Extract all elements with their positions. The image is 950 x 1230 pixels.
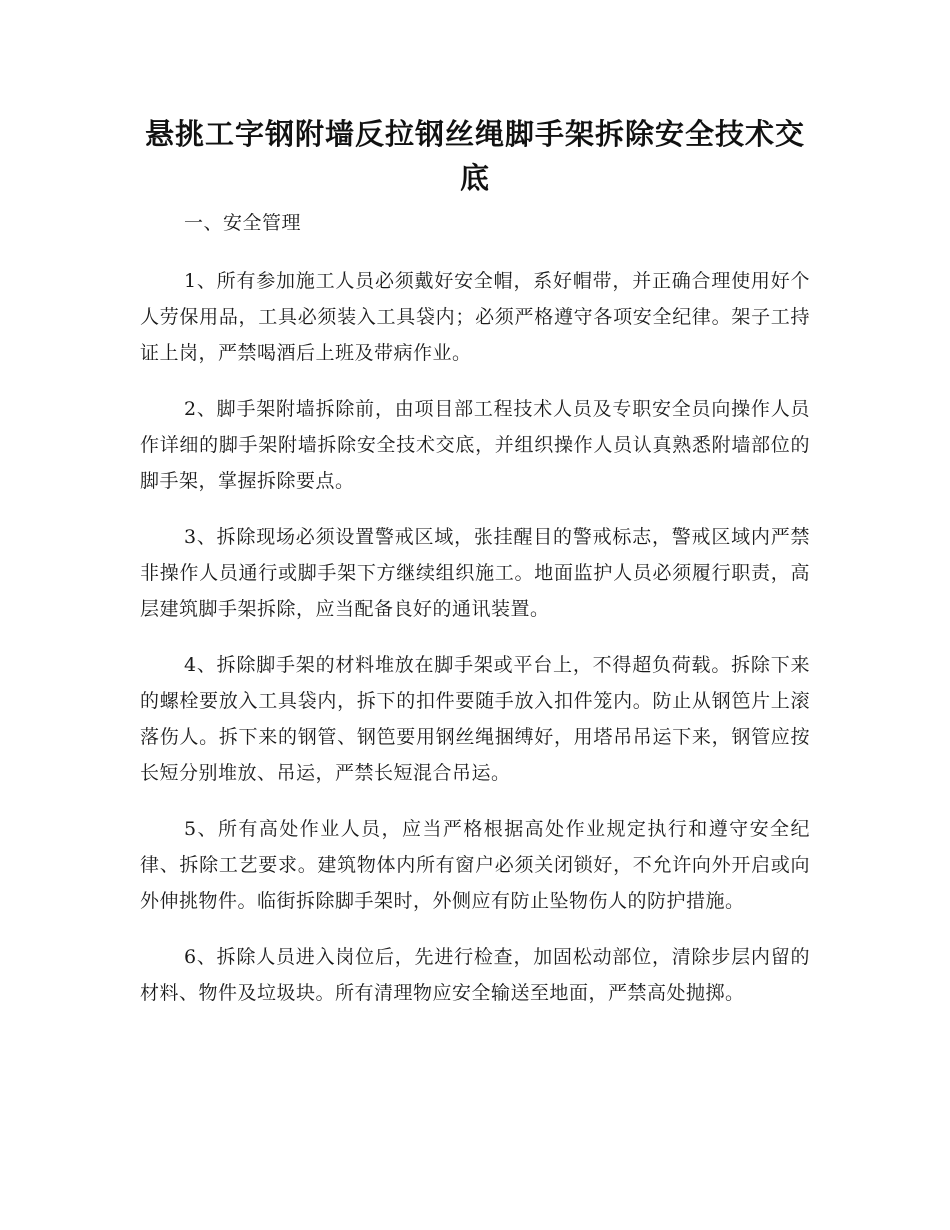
- document-title: 悬挑工字钢附墙反拉钢丝绳脚手架拆除安全技术交底: [144, 117, 805, 195]
- paragraph-4: 4、拆除脚手架的材料堆放在脚手架或平台上，不得超负荷载。拆除下来的螺栓要放入工具袋内，拆下的扣件要随手放入扣件笼内。防止从钢笆片上滚落伤人。拆下来的钢管、钢笆要用钢丝绳捆缚好，用塔吊吊运下来，钢管应按长短分别堆放、吊运，严禁长短混合吊运。: [140, 654, 810, 784]
- paragraph-5: 5、所有高处作业人员，应当严格根据高处作业规定执行和遵守安全纪律、拆除工艺要求。建筑物体内所有窗户必须关闭锁好，不允许向外开启或向外伸挑物件。临街拆除脚手架时，外侧应有防止坠物伤人的防护措施。: [140, 818, 810, 912]
- section-heading: 一、安全管理: [184, 212, 302, 234]
- paragraph-6: 6、拆除人员进入岗位后，先进行检查，加固松动部位，清除步层内留的材料、物件及垃圾块。所有清理物应安全输送至地面，严禁高处抛掷。: [140, 946, 810, 1004]
- paragraph-2: 2、脚手架附墙拆除前，由项目部工程技术人员及专职安全员向操作人员作详细的脚手架附墙拆除安全技术交底，并组织操作人员认真熟悉附墙部位的脚手架，掌握拆除要点。: [140, 398, 810, 492]
- document-body: [140, 205, 810, 1031]
- paragraph-3: 3、拆除现场必须设置警戒区域，张挂醒目的警戒标志，警戒区域内严禁非操作人员通行或脚手架下方继续组织施工。地面监护人员必须履行职责，高层建筑脚手架拆除，应当配备良好的通讯装置。: [140, 526, 810, 620]
- paragraph-1: 1、所有参加施工人员必须戴好安全帽，系好帽带，并正确合理使用好个人劳保用品，工具必须装入工具袋内；必须严格遵守各项安全纪律。架子工持证上岗，严禁喝酒后上班及带病作业。: [140, 270, 810, 364]
